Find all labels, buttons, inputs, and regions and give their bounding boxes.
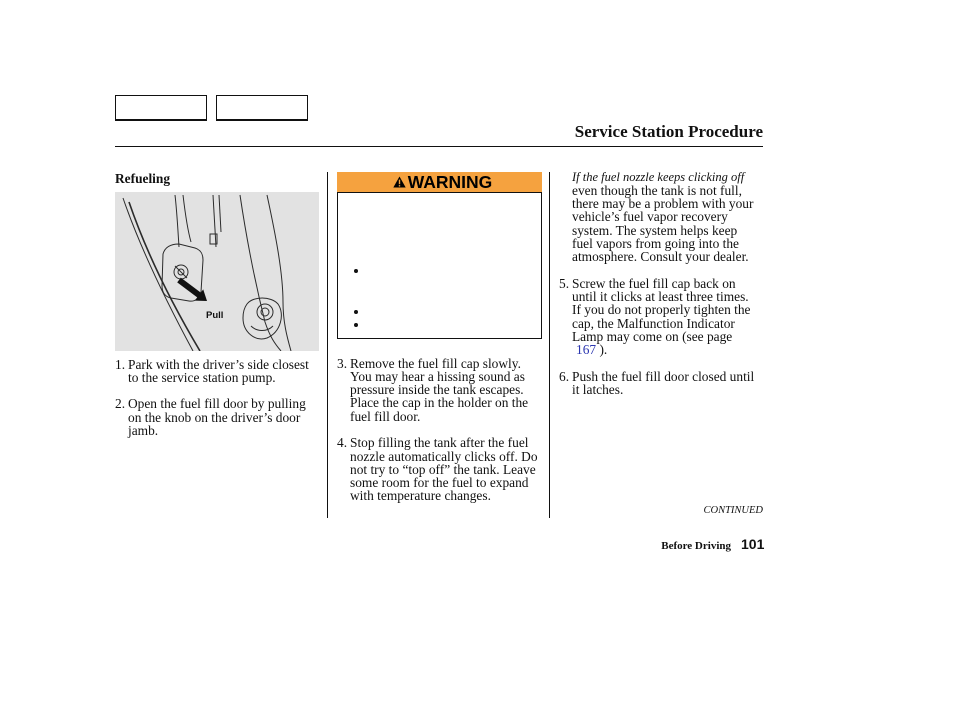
text-line: fuel vapors from going into the xyxy=(572,235,739,251)
step-5 xyxy=(559,277,763,357)
text-line: pressure inside the tank escapes. xyxy=(350,382,524,398)
bullet xyxy=(354,323,358,327)
text-line: atmosphere. Consult your dealer. xyxy=(572,249,749,265)
text-line: even though the tank is not full, xyxy=(572,182,742,198)
text-line xyxy=(572,343,751,356)
continued-label: CONTINUED xyxy=(703,505,763,516)
text-line: Lamp may come on (see page xyxy=(572,329,733,345)
text-line: system. The system helps keep xyxy=(572,222,738,238)
step-text xyxy=(128,358,309,385)
page-ref-link[interactable]: 167 xyxy=(576,342,597,358)
text-line: Park with the driver’s side closest xyxy=(128,356,309,372)
page-number: 101 xyxy=(741,536,765,552)
text-line: cap, the Malfunction Indicator xyxy=(572,315,735,331)
text-line: jamb. xyxy=(128,422,159,438)
warning-header xyxy=(337,172,542,192)
door-frame-lines xyxy=(123,195,291,351)
text-line: it latches. xyxy=(572,382,624,398)
nav-button-right[interactable] xyxy=(216,95,308,121)
step-number: 1. xyxy=(115,356,126,372)
steps-column-1 xyxy=(115,358,325,451)
text-line: fuel fill door. xyxy=(350,408,421,424)
column-divider-1 xyxy=(327,172,328,518)
step-3 xyxy=(337,357,547,423)
bullet xyxy=(354,269,358,273)
text-line: to the service station pump. xyxy=(128,369,276,385)
column-divider-2 xyxy=(549,172,550,518)
text-line: Place the cap in the holder on the xyxy=(350,395,529,411)
step-text xyxy=(572,277,751,357)
text-line: Stop filling the tank after the fuel xyxy=(350,435,529,451)
text-line: until it clicks at least three times. xyxy=(572,289,749,305)
warning-triangle-icon xyxy=(393,176,406,188)
text-line: nozzle automatically clicks off. Do xyxy=(350,448,538,464)
bullet xyxy=(354,310,358,314)
text-line: not try to “top off” the tank. Leave xyxy=(350,461,536,477)
text-line: some room for the fuel to expand xyxy=(350,475,529,491)
step-4 xyxy=(337,436,547,502)
text-line: You may hear a hissing sound as xyxy=(350,368,525,384)
step-number: 3. xyxy=(337,355,348,371)
text-line: there may be a problem with your xyxy=(572,196,754,212)
step-number: 4. xyxy=(337,435,348,451)
pull-arrow-icon xyxy=(177,278,207,301)
text-line: Remove the fuel fill cap slowly. xyxy=(350,355,521,371)
step-text xyxy=(572,370,754,397)
page-ref-suffix: ). xyxy=(596,342,608,358)
section-heading: Refueling xyxy=(115,170,171,186)
fuel-door-illustration xyxy=(115,192,319,351)
title-rule xyxy=(115,146,763,147)
steps-column-3 xyxy=(559,171,763,410)
text-line: Push the fuel fill door closed until xyxy=(572,368,755,384)
step-number: 2. xyxy=(115,396,126,412)
pull-label: Pull xyxy=(206,310,224,321)
note-heading: If the fuel nozzle keeps clicking off xyxy=(572,169,745,184)
step-text xyxy=(128,397,306,437)
warning-label: WARNING xyxy=(407,172,493,192)
nav-button-left[interactable] xyxy=(115,95,207,121)
step-number: 5. xyxy=(559,275,570,291)
text-line: on the knob on the driver’s door xyxy=(128,409,301,425)
fuel-cap-holder xyxy=(243,298,281,339)
text-line: Screw the fuel fill cap back on xyxy=(572,275,736,291)
text-line: Open the fuel fill door by pulling xyxy=(128,396,306,412)
steps-column-2 xyxy=(337,357,547,517)
footer-section-name: Before Driving xyxy=(661,540,731,552)
text-line: vehicle’s fuel vapor recovery xyxy=(572,209,728,225)
text-line: If you do not properly tighten the xyxy=(572,302,751,318)
step-text xyxy=(350,357,528,423)
step-2 xyxy=(115,397,325,437)
step-1 xyxy=(115,358,325,385)
step-text xyxy=(350,436,538,502)
step-number: 6. xyxy=(559,368,570,384)
page-title: Service Station Procedure xyxy=(574,122,763,141)
step-6 xyxy=(559,370,763,397)
nozzle-note xyxy=(559,171,763,264)
warning-box xyxy=(337,192,542,339)
text-line: with temperature changes. xyxy=(350,488,491,504)
